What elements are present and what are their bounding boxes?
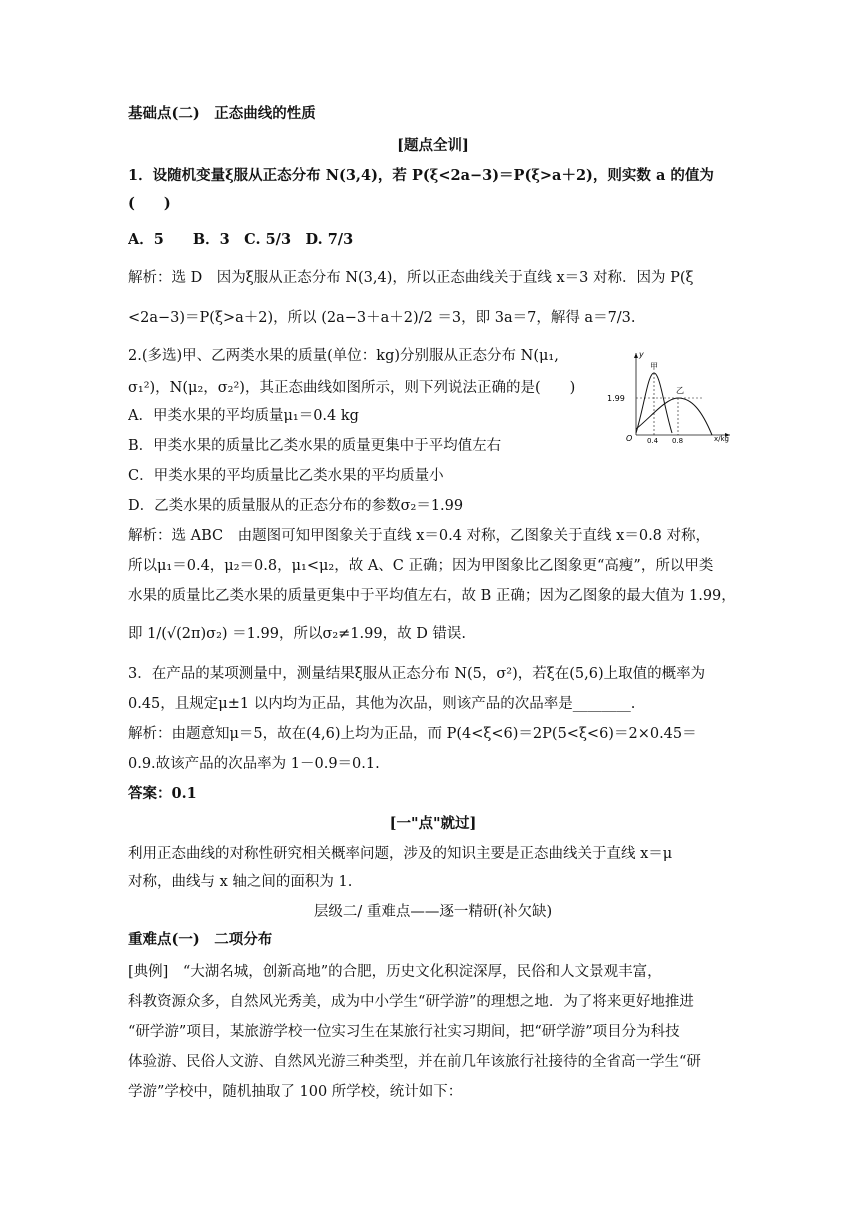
level-heading: 层级二/ 重难点——逐一精研(补欠缺) bbox=[313, 904, 553, 920]
curve-yi bbox=[636, 398, 712, 435]
x-axis-label: x/kg bbox=[714, 435, 729, 443]
normal-curves-figure bbox=[606, 347, 746, 443]
section-heading: 基础点(二) 正态曲线的性质 bbox=[128, 105, 316, 122]
example-line-2: 科教资源众多，自然风光秀美，成为中小学生“研学游”的理想之地．为了将来更好地推进 bbox=[128, 994, 694, 1010]
question-2: 2.(多选)甲、乙两类水果的质量(单位：kg)分别服从正态分布 N(μ₁, bbox=[128, 348, 559, 364]
solution-2-line-1: 解析：选 ABC 由题图可知甲图象关于直线 x＝0.4 对称，乙图象关于直线 x＝0.8 对称， bbox=[128, 528, 711, 544]
option-b: B．甲类水果的质量比乙类水果的质量更集中于平均值左右 bbox=[128, 438, 502, 454]
tip-line-2: 对称，曲线与 x 轴之间的面积为 1. bbox=[128, 874, 353, 890]
origin-label: O bbox=[626, 434, 633, 443]
example-line-5: 学游”学校中，随机抽取了 100 所学校，统计如下： bbox=[128, 1084, 463, 1100]
question-2-line-2: σ₁²)，N(μ₂，σ₂²)，其正态曲线如图所示，则下列说法正确的是( ) bbox=[128, 380, 576, 396]
option-c: C．甲类水果的平均质量比乙类水果的平均质量小 bbox=[128, 468, 444, 484]
question-3-line-2: 0.45，且规定μ±1 以内均为正品，其他为次品，则该产品的次品率是________. bbox=[128, 696, 636, 712]
example-line-4: 体验游、民俗人文游、自然风光游三种类型，并在前几年该旅行社接待的全省高一学生“研 bbox=[128, 1054, 701, 1070]
curve-yi-label: 乙 bbox=[676, 386, 684, 395]
subheading-tip: [一"点"就过] bbox=[389, 815, 477, 832]
solution-3-line-1: 解析：由题意知μ＝5，故在(4,6)上均为正品，而 P(4<ξ<6)＝2P(5<ξ<6)＝2×0.45＝ bbox=[128, 726, 697, 742]
question-3: 3．在产品的某项测量中，测量结果ξ服从正态分布 N(5，σ²)，若ξ在(5,6)上取值的概率为 bbox=[128, 666, 706, 682]
option-d: D．乙类水果的质量服从的正态分布的参数σ₂＝1.99 bbox=[128, 498, 464, 514]
solution-2-line-4: 即 1/(√(2π)σ₂) ＝1.99，所以σ₂≠1.99，故 D 错误. bbox=[128, 626, 467, 642]
tip-line-1: 利用正态曲线的对称性研究相关概率问题，涉及的知识主要是正态曲线关于直线 x＝μ bbox=[128, 846, 673, 862]
x-tick-04: 0.4 bbox=[647, 437, 659, 443]
question-1-bracket: ( ) bbox=[128, 195, 171, 212]
solution-1-line-1: 解析：选 D 因为ξ服从正态分布 N(3,4)，所以正态曲线关于直线 x＝3 对称．因为 P(ξ bbox=[128, 270, 694, 286]
y-tick-label: 1.99 bbox=[607, 394, 625, 403]
key-point-heading: 重难点(一) 二项分布 bbox=[128, 931, 273, 948]
answer-3: 答案：0.1 bbox=[128, 785, 197, 802]
question-1-options: A．5 B．3 C. 5/3 D. 7/3 bbox=[128, 231, 354, 248]
question-1: 1．设随机变量ξ服从正态分布 N(3,4)，若 P(ξ<2a−3)＝P(ξ>a＋2)，则实数 a 的值为 bbox=[128, 167, 714, 184]
solution-1-line-2: <2a−3)＝P(ξ>a＋2)，所以 (2a−3＋a＋2)/2 ＝3，即 3a＝7，解得 a＝7/3. bbox=[128, 310, 636, 326]
example-line-3: “研学游”项目，某旅游学校一位实习生在某旅行社实习期间，把“研学游”项目分为科技 bbox=[128, 1024, 680, 1040]
y-axis-label: y bbox=[639, 350, 644, 359]
subheading-practice: [题点全训] bbox=[397, 137, 469, 154]
solution-2-line-2: 所以μ₁＝0.4，μ₂＝0.8，μ₁<μ₂，故 A、C 正确；因为甲图象比乙图象更“高瘦”，所以甲类 bbox=[128, 558, 714, 574]
solution-3-line-2: 0.9.故该产品的次品率为 1－0.9＝0.1. bbox=[128, 756, 380, 772]
example-line-1: [典例] “大湖名城，创新高地”的合肥，历史文化积淀深厚，民俗和人文景观丰富， bbox=[128, 964, 662, 980]
x-tick-08: 0.8 bbox=[672, 437, 684, 443]
y-axis-arrow-icon bbox=[634, 353, 638, 358]
option-a: A．甲类水果的平均质量μ₁＝0.4 kg bbox=[128, 408, 359, 424]
curve-jia-label: 甲 bbox=[650, 362, 658, 371]
solution-2-line-3: 水果的质量比乙类水果的质量更集中于平均值左右，故 B 正确；因为乙图象的最大值为 1.99， bbox=[128, 588, 736, 604]
